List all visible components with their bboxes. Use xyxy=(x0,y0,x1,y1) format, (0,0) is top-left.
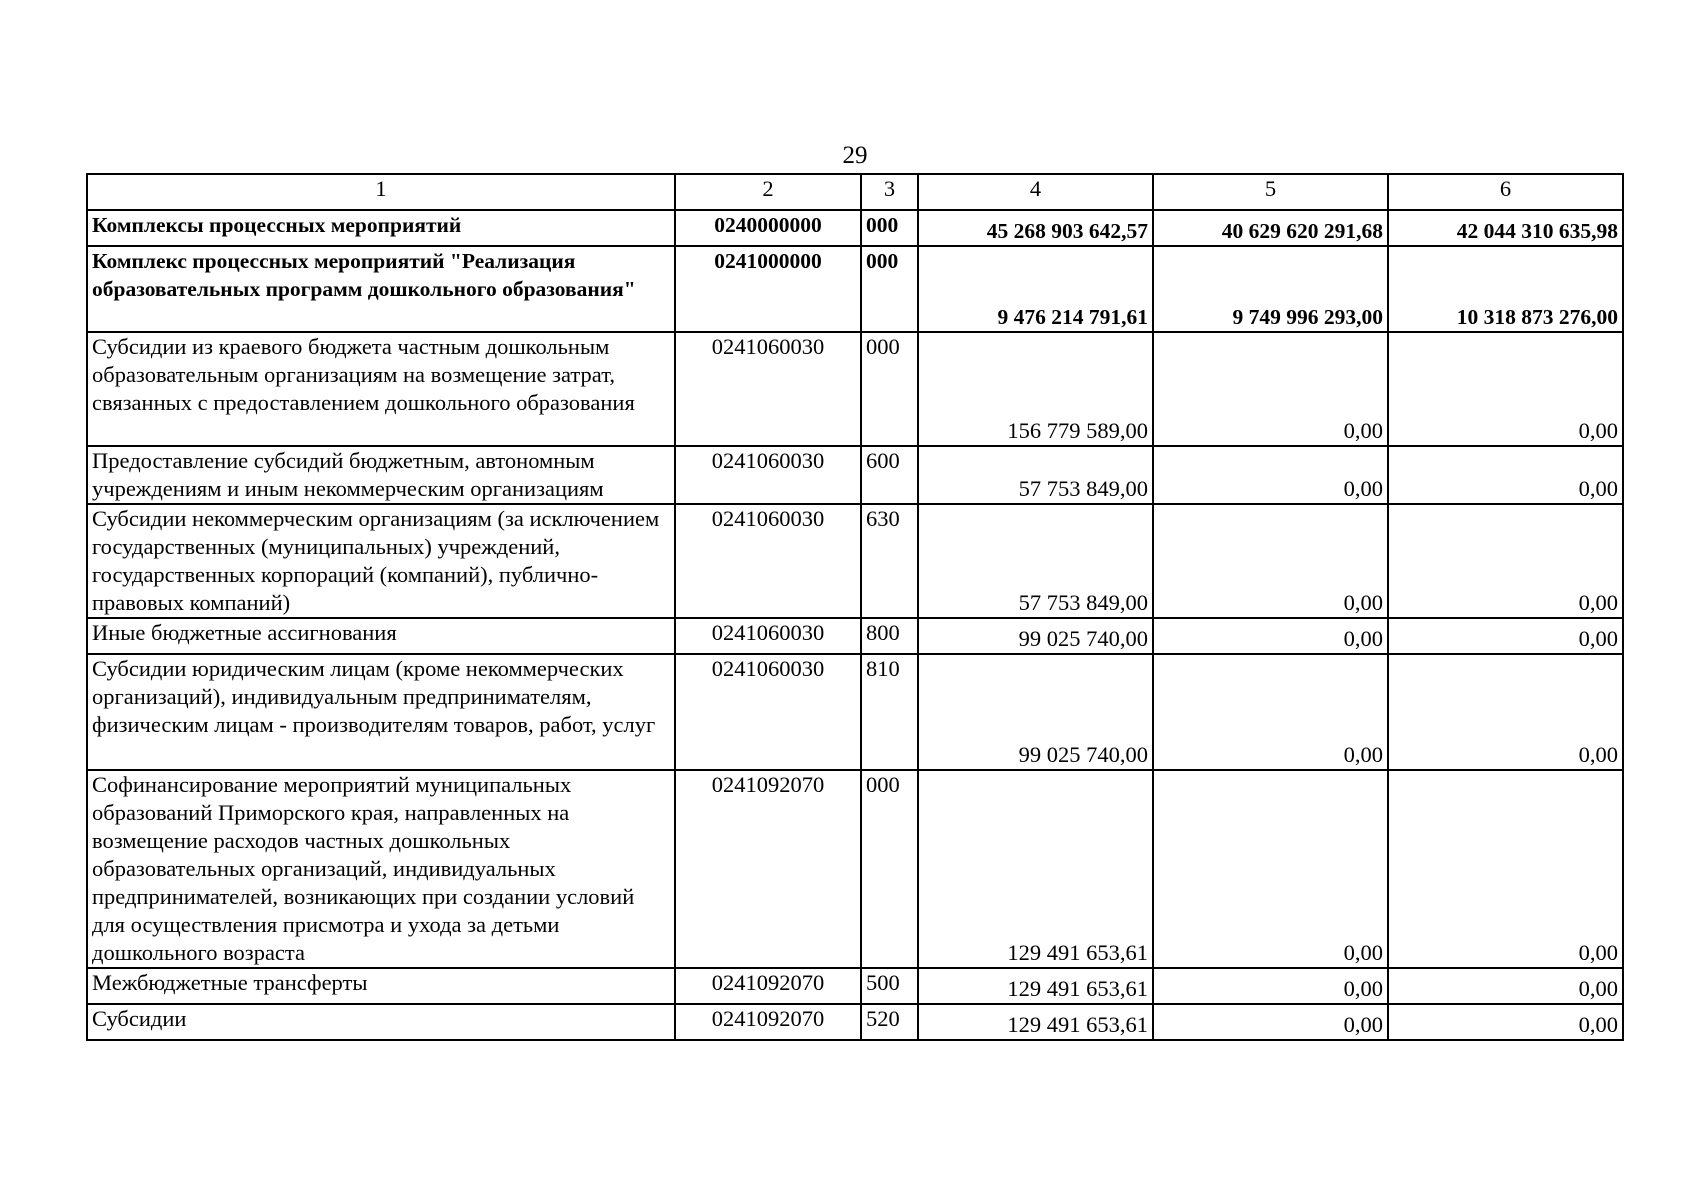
table-row xyxy=(87,504,1623,618)
row-amount-col5: 0,00 xyxy=(1153,770,1388,968)
row-name: Субсидии юридическим лицам (кроме некоммерческих организаций), индивидуальным предпринимателям, физическим лицам - производителям товаров, работ, услуг xyxy=(87,654,675,770)
row-amount-col5: 0,00 xyxy=(1153,446,1388,504)
row-amount-col4: 99 025 740,00 xyxy=(918,618,1153,654)
column-header: 1 xyxy=(87,174,675,210)
row-amount-col5: 0,00 xyxy=(1153,504,1388,618)
row-amount-col4: 9 476 214 791,61 xyxy=(918,246,1153,332)
row-name: Комплексы процессных мероприятий xyxy=(87,210,675,246)
row-kind: 500 xyxy=(861,968,918,1004)
row-amount-col4: 99 025 740,00 xyxy=(918,654,1153,770)
row-name: Софинансирование мероприятий муниципальных образований Приморского края, направленных на возмещение расходов частных дошкольных образовательных организаций, индивидуальных предпринимателей, возникающих при создании условий для осуществления присмотра и ухода за детьми дошкольного возраста xyxy=(87,770,675,968)
row-kind: 630 xyxy=(861,504,918,618)
row-amount-col5: 40 629 620 291,68 xyxy=(1153,210,1388,246)
row-code: 0241000000 xyxy=(675,246,861,332)
row-amount-col5: 0,00 xyxy=(1153,654,1388,770)
row-amount-col6: 0,00 xyxy=(1388,968,1623,1004)
row-code: 0241060030 xyxy=(675,504,861,618)
row-kind: 000 xyxy=(861,246,918,332)
row-kind: 520 xyxy=(861,1004,918,1040)
table-row xyxy=(87,246,1623,332)
row-kind: 810 xyxy=(861,654,918,770)
row-kind: 000 xyxy=(861,332,918,446)
row-name: Иные бюджетные ассигнования xyxy=(87,618,675,654)
table-header-row xyxy=(87,174,1623,210)
row-code: 0241092070 xyxy=(675,770,861,968)
budget-table xyxy=(86,173,1624,1041)
page-number: 29 xyxy=(842,142,868,169)
row-code: 0241060030 xyxy=(675,654,861,770)
row-kind: 800 xyxy=(861,618,918,654)
row-code: 0241092070 xyxy=(675,1004,861,1040)
row-kind: 000 xyxy=(861,210,918,246)
row-name: Субсидии некоммерческим организациям (за исключением государственных (муниципальных) учреждений, государственных корпораций (компаний), публично-правовых компаний) xyxy=(87,504,675,618)
row-amount-col6: 10 318 873 276,00 xyxy=(1388,246,1623,332)
table-row xyxy=(87,210,1623,246)
row-amount-col5: 0,00 xyxy=(1153,618,1388,654)
row-amount-col5: 0,00 xyxy=(1153,332,1388,446)
row-amount-col4: 129 491 653,61 xyxy=(918,770,1153,968)
column-header: 4 xyxy=(918,174,1153,210)
row-amount-col4: 45 268 903 642,57 xyxy=(918,210,1153,246)
row-amount-col4: 129 491 653,61 xyxy=(918,968,1153,1004)
row-name: Комплекс процессных мероприятий "Реализация образовательных программ дошкольного образования" xyxy=(87,246,675,332)
column-header: 6 xyxy=(1388,174,1623,210)
row-amount-col6: 0,00 xyxy=(1388,504,1623,618)
row-kind: 000 xyxy=(861,770,918,968)
table-row xyxy=(87,446,1623,504)
row-name: Предоставление субсидий бюджетным, автономным учреждениям и иным некоммерческим организациям xyxy=(87,446,675,504)
row-amount-col6: 0,00 xyxy=(1388,618,1623,654)
row-code: 0241060030 xyxy=(675,618,861,654)
row-code: 0241060030 xyxy=(675,446,861,504)
row-code: 0240000000 xyxy=(675,210,861,246)
row-amount-col6: 0,00 xyxy=(1388,446,1623,504)
row-amount-col5: 9 749 996 293,00 xyxy=(1153,246,1388,332)
row-amount-col6: 0,00 xyxy=(1388,654,1623,770)
table-row xyxy=(87,332,1623,446)
row-amount-col5: 0,00 xyxy=(1153,1004,1388,1040)
row-amount-col6: 0,00 xyxy=(1388,1004,1623,1040)
row-name: Субсидии из краевого бюджета частным дошкольным образовательным организациям на возмещение затрат, связанных с предоставлением дошкольного образования xyxy=(87,332,675,446)
row-name: Субсидии xyxy=(87,1004,675,1040)
row-amount-col6: 0,00 xyxy=(1388,332,1623,446)
row-amount-col5: 0,00 xyxy=(1153,968,1388,1004)
table-row xyxy=(87,968,1623,1004)
column-header: 3 xyxy=(861,174,918,210)
table-row xyxy=(87,654,1623,770)
row-amount-col6: 0,00 xyxy=(1388,770,1623,968)
row-amount-col4: 129 491 653,61 xyxy=(918,1004,1153,1040)
row-kind: 600 xyxy=(861,446,918,504)
row-amount-col4: 57 753 849,00 xyxy=(918,446,1153,504)
row-amount-col4: 57 753 849,00 xyxy=(918,504,1153,618)
row-name: Межбюджетные трансферты xyxy=(87,968,675,1004)
table-row xyxy=(87,1004,1623,1040)
row-amount-col6: 42 044 310 635,98 xyxy=(1388,210,1623,246)
row-code: 0241092070 xyxy=(675,968,861,1004)
column-header: 2 xyxy=(675,174,861,210)
table-row xyxy=(87,770,1623,968)
table-row xyxy=(87,618,1623,654)
row-code: 0241060030 xyxy=(675,332,861,446)
row-amount-col4: 156 779 589,00 xyxy=(918,332,1153,446)
column-header: 5 xyxy=(1153,174,1388,210)
